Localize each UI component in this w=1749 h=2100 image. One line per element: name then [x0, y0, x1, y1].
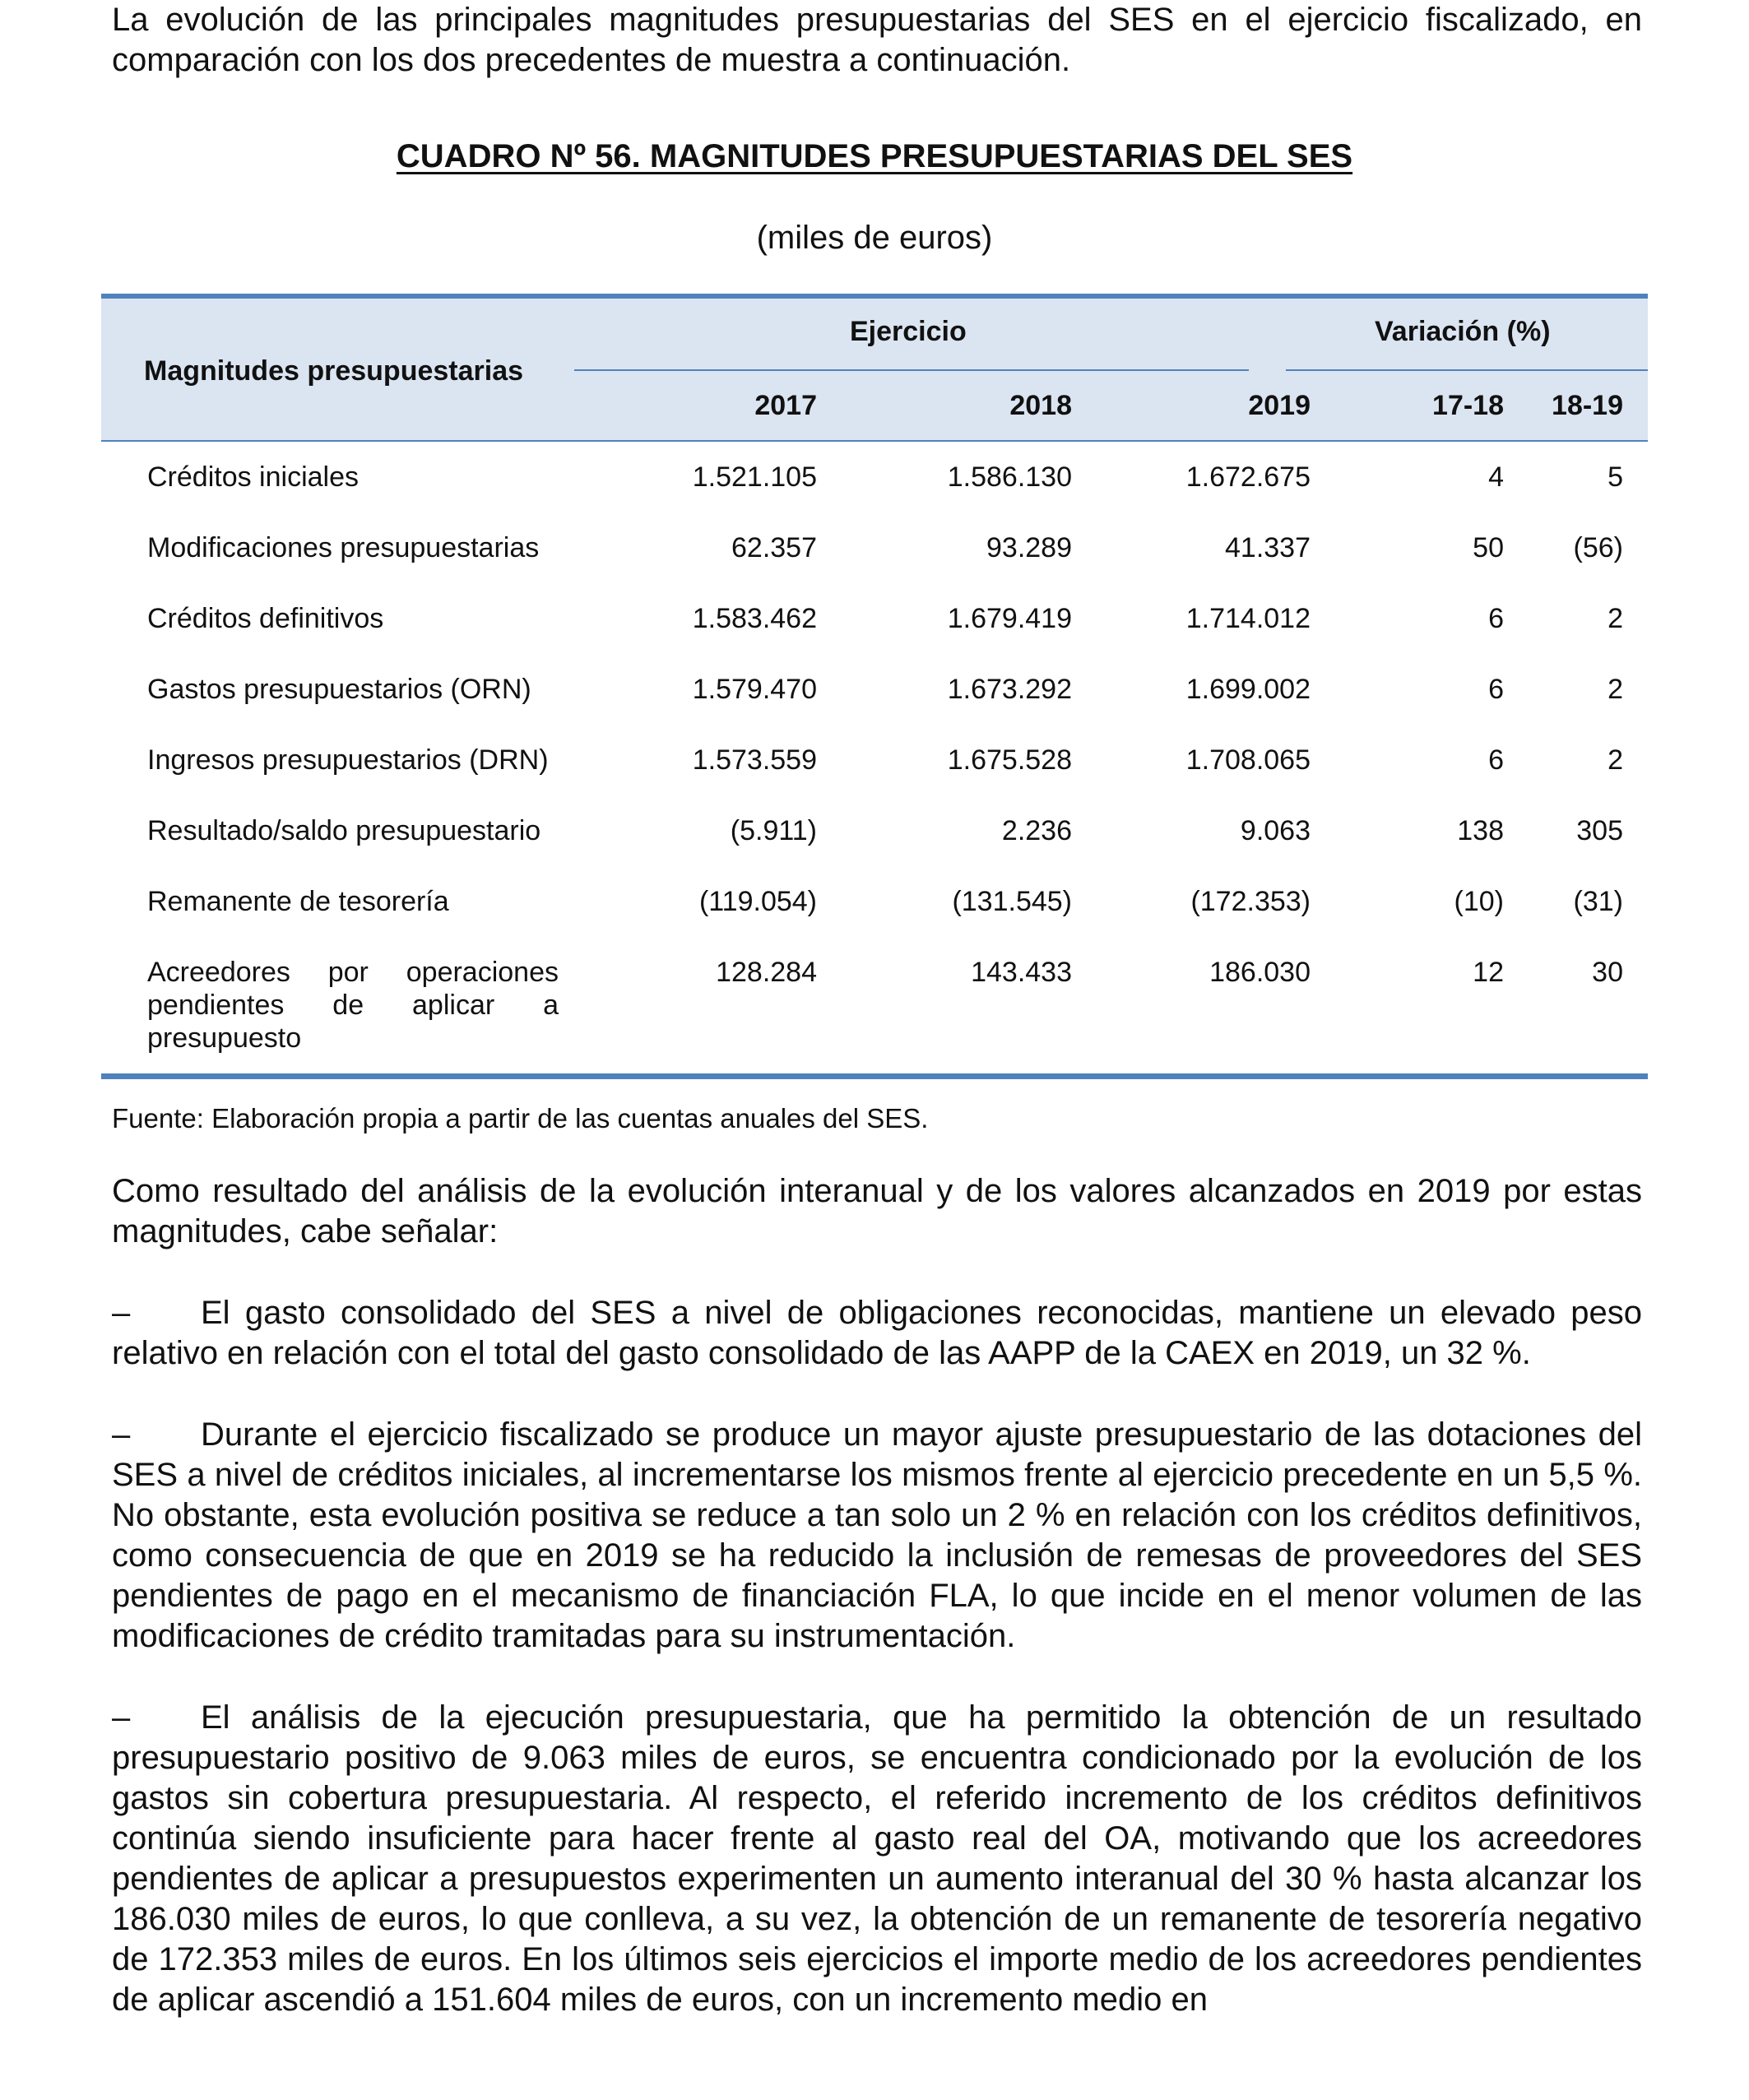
- cell-2019: 1.714.012: [1185, 603, 1311, 634]
- bullet-text: El análisis de la ejecución presupuestaria, que ha permitido la obtención de un resultado presupuestario positivo de 9.063 miles de euros, se encuentra condicionado por la evolución de los gastos sin cobertura presupuestaria. Al respecto, el referido incremento de los créditos definitivos continúa siendo insuficiente para hacer frente al gasto real del OA, motivando que los acreedores pendientes de aplicar a presupuestos experimenten un aumento interanual del 30 % hasta alcanzar los 186.030 miles de euros, lo que conlleva, a su vez, la obtención de un remanente de tesorería negativo de 172.353 miles de euros. En los últimos seis ejercicios el importe medio de los acreedores pendientes de aplicar ascendió a 151.604 miles de euros, con un incremento medio en: [112, 1699, 1642, 2018]
- dash-bullet: –: [112, 1699, 131, 1736]
- dash-bullet: –: [112, 1295, 131, 1331]
- cell-2019: 1.672.675: [1185, 461, 1311, 493]
- cell-2018: 1.675.528: [947, 744, 1072, 776]
- row-label: Créditos iniciales: [147, 461, 359, 493]
- cell-2017: 1.583.462: [692, 603, 817, 634]
- cell-var-17-18: (10): [1454, 886, 1504, 917]
- intro-paragraph: La evolución de las principales magnitudes presupuestarias del SES en el ejercicio fiscalizado, en comparación con los dos precedentes de muestra a continuación.: [112, 2, 1642, 78]
- ejercicio-underline: [574, 369, 1249, 371]
- header-col-17-18: 17-18: [1432, 390, 1504, 421]
- row-label: Resultado/saldo presupuestario: [147, 815, 541, 846]
- header-col-2017: 2017: [754, 390, 817, 421]
- cell-2019: 186.030: [1209, 957, 1311, 988]
- bullet-item: [112, 1415, 1642, 1657]
- header-col-18-19: 18-19: [1552, 390, 1623, 421]
- bullet-item: [112, 1293, 1642, 1374]
- cell-2018: 143.433: [971, 957, 1072, 988]
- cell-2017: 1.521.105: [692, 461, 817, 493]
- cell-var-18-19: 30: [1592, 957, 1623, 988]
- cell-2018: 1.673.292: [947, 674, 1072, 705]
- row-label: Remanente de tesorería: [147, 886, 449, 917]
- row-label: Ingresos presupuestarios (DRN): [147, 744, 549, 776]
- cell-var-17-18: 50: [1473, 532, 1504, 563]
- cell-2017: (5.911): [730, 815, 817, 846]
- cell-2019: 1.708.065: [1185, 744, 1311, 776]
- header-col-2019: 2019: [1248, 390, 1311, 421]
- cell-2018: (131.545): [952, 886, 1072, 917]
- cell-2017: 62.357: [731, 532, 817, 563]
- variacion-underline: [1286, 369, 1648, 371]
- bullet-text: El gasto consolidado del SES a nivel de obligaciones reconocidas, mantiene un elevado peso relativo en relación con el total del gasto consolidado de las AAPP de la CAEX en 2019, un 32 %.: [112, 1295, 1642, 1371]
- row-label: Acreedores por operaciones pendientes de aplicar a presupuesto: [147, 957, 559, 1054]
- bullet-item: [112, 1698, 1642, 2020]
- row-label: Gastos presupuestarios (ORN): [147, 674, 531, 705]
- cell-var-18-19: 2: [1608, 744, 1623, 776]
- cell-2018: 93.289: [986, 532, 1072, 563]
- cell-2019: 41.337: [1225, 532, 1311, 563]
- cell-2018: 2.236: [1001, 815, 1072, 846]
- cell-2017: (119.054): [698, 886, 817, 917]
- cell-2017: 1.579.470: [692, 674, 817, 705]
- row-label: Créditos definitivos: [147, 603, 384, 634]
- header-group-variacion: Variación (%): [1375, 316, 1551, 347]
- cell-2019: 1.699.002: [1185, 674, 1311, 705]
- cell-var-18-19: 305: [1576, 815, 1623, 846]
- cell-var-18-19: 2: [1608, 603, 1623, 634]
- header-col-2018: 2018: [1009, 390, 1072, 421]
- cell-2017: 1.573.559: [692, 744, 817, 776]
- cell-var-17-18: 12: [1473, 957, 1504, 988]
- dash-bullet: –: [112, 1416, 131, 1453]
- header-bottom-line: [101, 440, 1648, 442]
- table-bottom-rule: [101, 1073, 1648, 1079]
- cell-var-18-19: (31): [1573, 886, 1623, 917]
- cell-var-17-18: 6: [1488, 674, 1504, 705]
- header-group-ejercicio: Ejercicio: [850, 316, 967, 347]
- cell-2018: 1.679.419: [947, 603, 1072, 634]
- table-source-note: Fuente: Elaboración propia a partir de las cuentas anuales del SES.: [112, 1103, 929, 1133]
- bullet-text: Durante el ejercicio fiscalizado se produce un mayor ajuste presupuestario de las dotaciones del SES a nivel de créditos iniciales, al incrementarse los mismos frente al ejercicio precedente en un 5,5 %. No obstante, esta evolución positiva se reduce a tan solo un 2 % en relación con los créditos definitivos, como consecuencia de que en 2019 se ha reducido la inclusión de remesas de proveedores del SES pendientes de pago en el mecanismo de financiación FLA, lo que incide en el menor volumen de las modificaciones de crédito tramitadas para su instrumentación.: [112, 1416, 1642, 1654]
- cell-var-18-19: (56): [1573, 532, 1623, 563]
- table-title: CUADRO Nº 56. MAGNITUDES PRESUPUESTARIAS DEL SES: [396, 138, 1353, 174]
- cell-2019: 9.063: [1240, 815, 1311, 846]
- cell-2017: 128.284: [716, 957, 817, 988]
- cell-var-17-18: 4: [1488, 461, 1504, 493]
- cell-var-17-18: 138: [1457, 815, 1504, 846]
- cell-var-17-18: 6: [1488, 603, 1504, 634]
- row-label: Modificaciones presupuestarias: [147, 532, 540, 563]
- cell-var-18-19: 2: [1608, 674, 1623, 705]
- cell-var-17-18: 6: [1488, 744, 1504, 776]
- table-units: (miles de euros): [756, 220, 993, 256]
- cell-var-18-19: 5: [1608, 461, 1623, 493]
- cell-2018: 1.586.130: [947, 461, 1072, 493]
- header-row-label: Magnitudes presupuestarias: [144, 355, 524, 387]
- cell-2019: (172.353): [1190, 886, 1311, 917]
- conclusion-intro-paragraph: Como resultado del análisis de la evolución interanual y de los valores alcanzados en 2019 por estas magnitudes, cabe señalar:: [112, 1173, 1642, 1249]
